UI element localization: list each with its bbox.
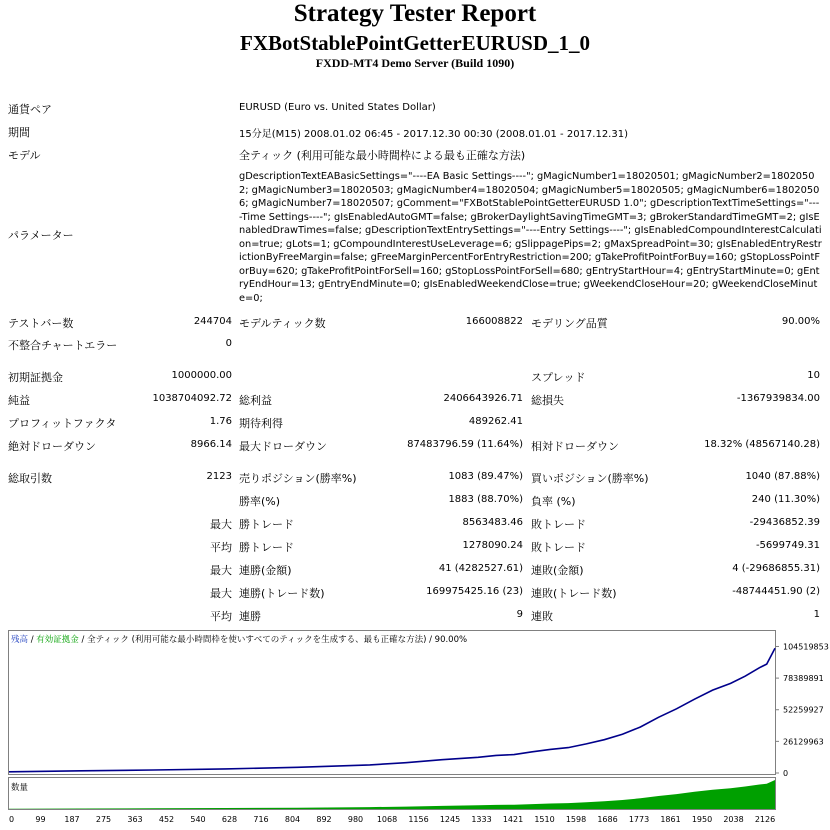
x-tick-label: 1950 bbox=[691, 815, 713, 824]
total-trades-label: 総取引数 bbox=[8, 472, 52, 485]
ea-name: FXBotStablePointGetterEURUSD_1_0 bbox=[240, 31, 590, 55]
server-name: FXDD-MT4 Demo Server (Build 1090) bbox=[315, 56, 515, 70]
average-consecutive-wins-value: 9 bbox=[516, 609, 523, 620]
absolute-drawdown-label: 絶対ドローダウン bbox=[8, 440, 96, 453]
gross-loss-label: 総損失 bbox=[531, 394, 564, 407]
params-label: パラメーター bbox=[8, 229, 74, 242]
ticks-label: モデルティック数 bbox=[239, 317, 326, 330]
x-tick-label: 2126 bbox=[754, 815, 776, 824]
consecutive-wins-amount-value: 41 (4282527.61) bbox=[438, 563, 523, 574]
period-value: 15分足(M15) 2008.01.02 06:45 - 2017.12.30 00:30 (2008.01.01 - 2017.12.31) bbox=[239, 129, 628, 140]
maximal-drawdown-label: 最大ドローダウン bbox=[239, 440, 327, 453]
expected-payoff-value: 489262.41 bbox=[468, 416, 523, 427]
y-tick-label: 52259927 bbox=[783, 705, 824, 715]
average-consecutive-wins-label: 連勝 bbox=[239, 610, 261, 623]
legend-separator: / bbox=[28, 635, 37, 645]
largest-loss-value: -29436852.39 bbox=[749, 517, 820, 528]
legend-balance: 残高 bbox=[11, 635, 29, 645]
short-positions-label: 売りポジション(勝率%) bbox=[239, 472, 357, 485]
profit-trades-label: 勝率(%) bbox=[239, 495, 281, 508]
legend-equity: 有効証拠金 bbox=[36, 635, 79, 645]
largest-profit-label: 勝トレード bbox=[239, 518, 294, 531]
x-tick-label: 1156 bbox=[408, 815, 429, 824]
x-tick-label: 1068 bbox=[376, 815, 398, 824]
model-label: モデル bbox=[8, 149, 41, 162]
x-tick-label: 1598 bbox=[565, 815, 587, 824]
x-tick-label: 628 bbox=[221, 815, 238, 824]
largest-label: 最大 bbox=[210, 518, 232, 531]
consecutive-loss-count-value: -48744451.90 (2) bbox=[732, 586, 820, 597]
consecutive-loss-count-label: 連敗(トレード数) bbox=[531, 587, 617, 600]
volume-label: 数量 bbox=[11, 783, 29, 793]
x-tick-label: 452 bbox=[158, 815, 175, 824]
model-value: 全ティック (利用可能な最小時間枠による最も正確な方法) bbox=[239, 149, 526, 162]
x-tick-label: 804 bbox=[284, 815, 301, 824]
average-loss-value: -5699749.31 bbox=[755, 540, 820, 551]
consecutive-profit-count-value: 169975425.16 (23) bbox=[426, 586, 523, 597]
quality-label: モデリング品質 bbox=[531, 317, 608, 330]
chart-legend bbox=[11, 634, 467, 645]
x-tick-label: 540 bbox=[190, 815, 206, 824]
x-tick-label: 1773 bbox=[628, 815, 650, 824]
average-loss-label: 敗トレード bbox=[531, 541, 586, 554]
long-positions-label: 買いポジション(勝率%) bbox=[531, 472, 649, 485]
max-consecutive-amount-label: 最大 bbox=[210, 564, 232, 577]
net-profit-label: 純益 bbox=[8, 394, 30, 407]
x-tick-label: 2038 bbox=[723, 815, 744, 824]
x-tick-label: 99 bbox=[35, 815, 46, 824]
bars-value: 244704 bbox=[193, 316, 232, 327]
x-tick-label: 363 bbox=[127, 815, 143, 824]
mismatch-label: 不整合チャートエラー bbox=[8, 339, 118, 352]
largest-profit-value: 8563483.46 bbox=[462, 517, 523, 528]
consecutive-wins-amount-label: 連勝(金額) bbox=[239, 564, 292, 577]
average-consecutive-label: 平均 bbox=[210, 610, 232, 623]
params-value: gDescriptionTextEABasicSettings="----EA Basic Settings----"; gMagicNumber1=18020501; gMagicNumber2=18020502; gMagicNumber3=18020503; gMagicNumber4=18020504; gMagicNumber5=18020505; gMagicNumber6=18020506; gMagicNumber7=18020507; gComment="FXBotStablePointGetterEURUSD 1.0"; gDescriptionTextTimeSettings="----Time Settings----"; gIsEnabledAutoGMT=false; gBrokerDaylightSavingTimeGMT=3; gBrokerStandardTimeGMT=2; gIsEnabledDrawTimes=false; gDescriptionTextEntrySettings="----Entry Settings----"; gIsEnabledCompoundInterestCalculation=true; gLots=1; gCompoundInterestUseLeverage=6; gSlippagePips=2; gMaxSpreadPoint=30; gIsEnabledEntryRestrictionByFreeMargin=false; gFreeMarginPercentForEntryRestriction=200; gTakeProfitPointForBuy=160; gStopLossPointForBuy=620; gTakeProfitPointForSell=160; gStopLossPointForSell=680; gEntryStartHour=4; gEntryStartMinute=0; gEntryEndHour=13; gEntryEndMinute=0; gIsEnabledWeekendClose=true; gWeekendCloseHour=20; gWeekendCloseMinute=0; bbox=[239, 171, 822, 304]
relative-drawdown-value: 18.32% (48567140.28) bbox=[704, 439, 820, 450]
consecutive-losses-amount-value: 4 (-29686855.31) bbox=[732, 563, 820, 574]
x-tick-label: 1510 bbox=[534, 815, 555, 824]
gross-loss-value: -1367939834.00 bbox=[736, 393, 820, 404]
legend-description: / 全ティック (利用可能な最小時間枠を使いすべてのティックを生成する、最も正確な方法) / 90.00% bbox=[78, 635, 468, 645]
x-tick-label: 0 bbox=[9, 815, 15, 824]
average-profit-label: 勝トレード bbox=[239, 541, 294, 554]
loss-trades-label: 負率 (%) bbox=[531, 495, 576, 508]
largest-loss-label: 敗トレード bbox=[531, 518, 586, 531]
x-tick-label: 275 bbox=[95, 815, 112, 824]
y-tick-label: 26129963 bbox=[783, 737, 824, 747]
x-tick-label: 1421 bbox=[502, 815, 524, 824]
x-tick-label: 1333 bbox=[471, 815, 492, 824]
x-tick-label: 892 bbox=[316, 815, 332, 824]
x-tick-label: 1686 bbox=[597, 815, 618, 824]
x-tick-label: 187 bbox=[64, 815, 80, 824]
symbol-value: EURUSD (Euro vs. United States Dollar) bbox=[239, 102, 436, 113]
y-tick-label: 0 bbox=[783, 769, 789, 778]
spread-label: スプレッド bbox=[531, 371, 586, 384]
x-tick-label: 1245 bbox=[439, 815, 461, 824]
gross-profit-value: 2406643926.71 bbox=[443, 393, 523, 404]
expected-payoff-label: 期待利得 bbox=[239, 417, 283, 430]
x-tick-label: 716 bbox=[253, 815, 269, 824]
profit-trades-value: 1883 (88.70%) bbox=[448, 494, 523, 505]
profit-factor-value: 1.76 bbox=[209, 416, 232, 427]
short-positions-value: 1083 (89.47%) bbox=[448, 471, 523, 482]
x-tick-label: 1861 bbox=[660, 815, 681, 824]
main-plot-frame bbox=[9, 631, 776, 775]
consecutive-profit-count-label: 連勝(トレード数) bbox=[239, 587, 325, 600]
maximal-drawdown-value: 87483796.59 (11.64%) bbox=[407, 439, 523, 450]
bars-label: テストバー数 bbox=[8, 317, 74, 330]
report-title: Strategy Tester Report bbox=[293, 0, 537, 27]
mismatch-value: 0 bbox=[225, 338, 232, 349]
y-tick-label: 104519853 bbox=[783, 642, 829, 652]
x-tick-label: 980 bbox=[347, 815, 364, 824]
symbol-label: 通貨ペア bbox=[8, 103, 52, 116]
deposit-label: 初期証拠金 bbox=[8, 371, 63, 384]
deposit-value: 1000000.00 bbox=[171, 370, 232, 381]
average-label: 平均 bbox=[210, 541, 232, 554]
ticks-value: 166008822 bbox=[465, 316, 523, 327]
profit-factor-label: プロフィットファクタ bbox=[8, 417, 117, 430]
balance-chart bbox=[8, 630, 829, 825]
y-tick-label: 78389891 bbox=[783, 674, 824, 684]
period-label: 期間 bbox=[8, 126, 30, 139]
max-consecutive-count-label: 最大 bbox=[210, 587, 232, 600]
total-trades-value: 2123 bbox=[206, 471, 232, 482]
average-consecutive-losses-label: 連敗 bbox=[531, 610, 553, 623]
average-profit-value: 1278090.24 bbox=[462, 540, 523, 551]
loss-trades-value: 240 (11.30%) bbox=[751, 494, 820, 505]
relative-drawdown-label: 相対ドローダウン bbox=[531, 440, 619, 453]
consecutive-losses-amount-label: 連敗(金額) bbox=[531, 564, 584, 577]
net-profit-value: 1038704092.72 bbox=[152, 393, 232, 404]
spread-value: 10 bbox=[807, 370, 820, 381]
average-consecutive-losses-value: 1 bbox=[813, 609, 820, 620]
gross-profit-label: 総利益 bbox=[239, 394, 272, 407]
absolute-drawdown-value: 8966.14 bbox=[190, 439, 232, 450]
quality-value: 90.00% bbox=[781, 316, 820, 327]
long-positions-value: 1040 (87.88%) bbox=[745, 471, 820, 482]
